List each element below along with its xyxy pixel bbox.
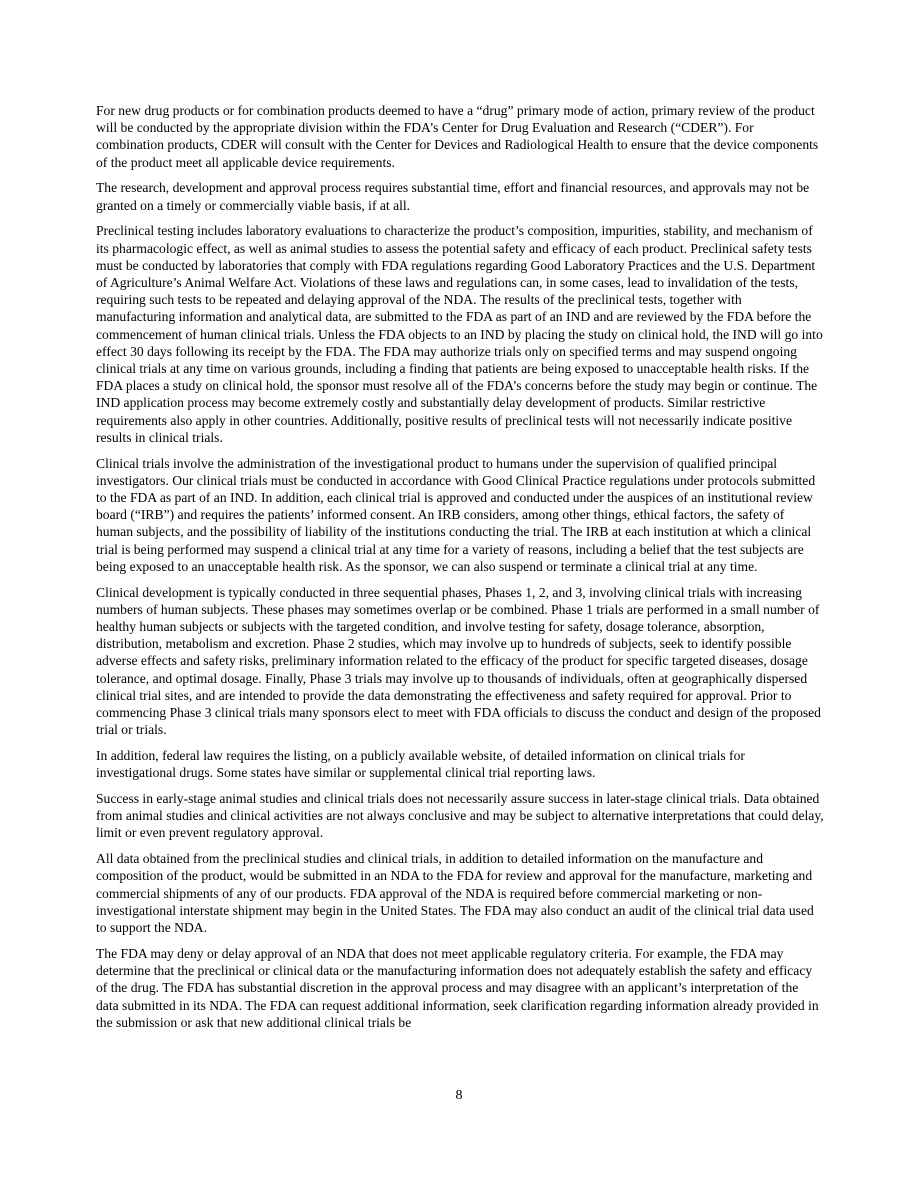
paragraph-preclinical-testing: Preclinical testing includes laboratory evaluations to characterize the product’s composition, impurities, stability, and mechanism of its pharmacologic effect, as well as animal studies to assess the potential safety and efficacy of each product. Preclinical safety tests must be conducted by laboratories that comply with FDA regulations regarding Good Laboratory Practices and the U.S. Department of Agriculture’s Animal Welfare Act. Violations of these laws and regulations can, in some cases, lead to invalidation of the tests, requiring such tests to be repeated and delaying approval of the NDA. The results of the preclinical tests, together with manufacturing information and analytical data, are submitted to the FDA as part of an IND and are reviewed by the FDA before the commencement of human clinical trials. Unless the FDA objects to an IND by placing the study on clinical hold, the IND will go into effect 30 days following its receipt by the FDA. The FDA may authorize trials only on specified terms and may suspend ongoing clinical trials at any time on various grounds, including a finding that patients are being exposed to unacceptable health risks. If the FDA places a study on clinical hold, the sponsor must resolve all of the FDA’s concerns before the study may begin or continue. The IND application process may become extremely costly and substantially delay development of products. Similar restrictive requirements also apply in other countries. Additionally, positive results of preclinical tests will not necessarily indicate positive results in clinical trials. [96,223,823,445]
paragraph-clinical-phases: Clinical development is typically conducted in three sequential phases, Phases 1, 2, and 3, involving clinical trials with increasing numbers of human subjects. These phases may sometimes overlap or be combined. Phase 1 trials are performed in a small number of healthy human subjects or subjects with the targeted condition, and involve testing for safety, dosage tolerance, absorption, distribution, metabolism and excretion. Phase 2 studies, which may involve up to hundreds of subjects, seek to identify possible adverse effects and safety risks, preliminary information related to the efficacy of the product for specific targeted diseases, dosage tolerance, and optimal dosage. Finally, Phase 3 trials may involve up to thousands of individuals, often at geographically dispersed clinical trial sites, and are intended to provide the data demonstrating the effectiveness and safety required for approval. Prior to commencing Phase 3 clinical trials many sponsors elect to meet with FDA officials to discuss the conduct and design of the proposed trial or trials. [96,584,821,738]
paragraph-approval-process: The research, development and approval process requires substantial time, effort and financial resources, and approvals may not be granted on a timely or commercially viable basis, if at all. [96,180,810,213]
paragraph-fda-deny: The FDA may deny or delay approval of an NDA that does not meet applicable regulatory criteria. For example, the FDA may determine that the preclinical or clinical data or the manufacturing information does not adequately establish the safety and efficacy of the drug. The FDA has substantial discretion in the approval process and may disagree with an applicant’s interpretation of the data submitted in its NDA. The FDA can request additional information, seek clarification regarding information already provided in the submission or ask that new additional clinical trials be [96,945,819,1030]
document-body [96,102,824,1040]
paragraph-early-stage-success: Success in early-stage animal studies and clinical trials does not necessarily assure success in later-stage clinical trials. Data obtained from animal studies and clinical activities are not always conclusive and may be subject to alternative interpretations that could delay, limit or even prevent regulatory approval. [96,791,824,841]
page-number: 8 [455,1088,463,1103]
paragraph-nda-submission: All data obtained from the preclinical studies and clinical trials, in addition to detailed information on the manufacture and composition of the product, would be submitted in an NDA to the FDA for review and approval for the manufacture, marketing and commercial shipments of any of our products. FDA approval of the NDA is required before commercial marketing or non-investigational interstate shipment may begin in the United States. The FDA may also conduct an audit of the clinical trial data used to support the NDA. [96,851,814,936]
paragraph-federal-listing: In addition, federal law requires the listing, on a publicly available website, of detailed information on clinical trials for investigational drugs. Some states have similar or supplemental clinical trial reporting laws. [96,748,745,781]
paragraph-clinical-trials: Clinical trials involve the administration of the investigational product to humans under the supervision of qualified principal investigators. Our clinical trials must be conducted in accordance with Good Clinical Practice regulations under protocols submitted to the FDA as part of an IND. In addition, each clinical trial is approved and conducted under the auspices of an institutional review board (“IRB”) and requires the patients’ informed consent. An IRB considers, among other things, ethical factors, the safety of human subjects, and the possibility of liability of the institutions conducting the trial. The IRB at each institution at which a clinical trial is being performed may suspend a clinical trial at any time for a variety of reasons, including a belief that the test subjects are being exposed to an unacceptable health risk. As the sponsor, we can also suspend or terminate a clinical trial at any time. [96,455,816,574]
paragraph-drug-review: For new drug products or for combination products deemed to have a “drug” primary mode of action, primary review of the product will be conducted by the appropriate division within the FDA’s Center for Drug Evaluation and Research (“CDER”). For combination products, CDER will consult with the Center for Devices and Radiological Health to ensure that the device components of the product meet all applicable device requirements. [96,103,819,170]
